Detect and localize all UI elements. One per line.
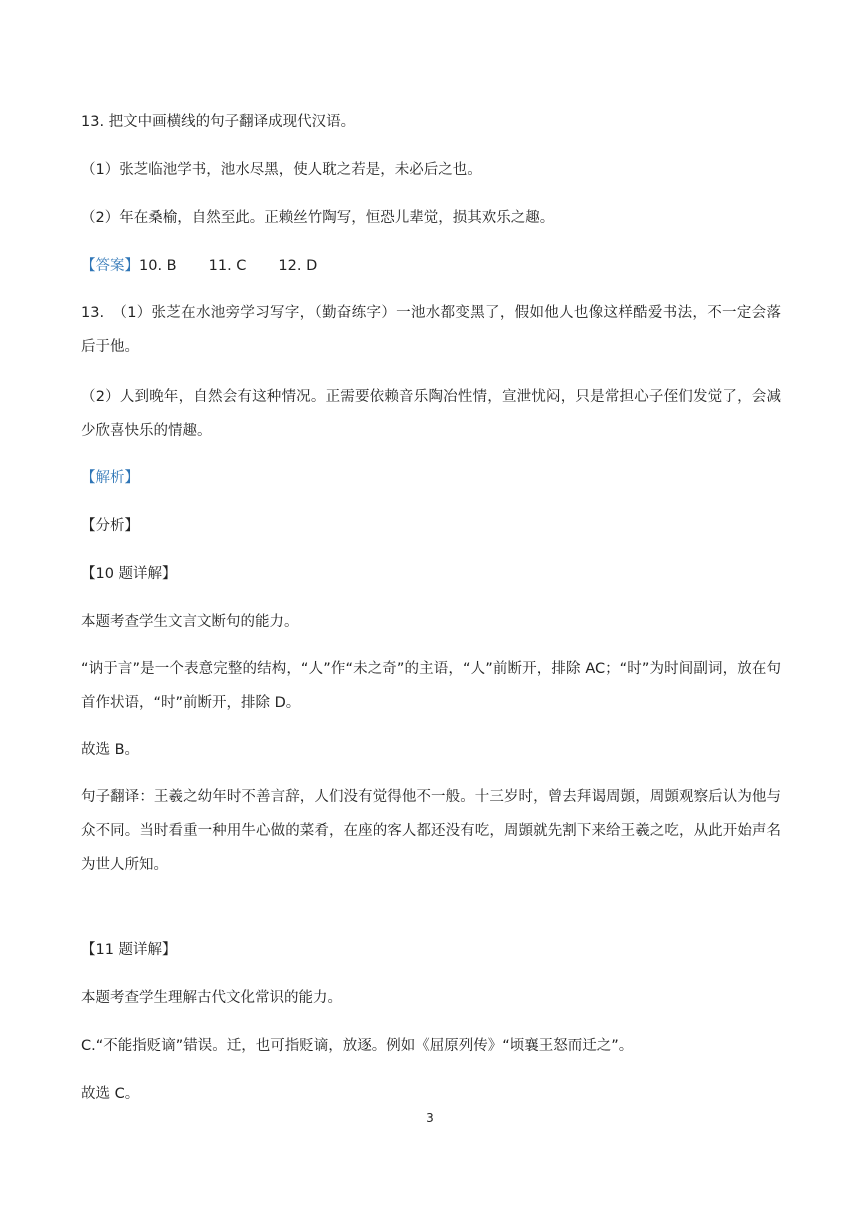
question-13-item-2: （2）年在桑榆，自然至此。正赖丝竹陶写，恒恐儿辈觉，损其欢乐之趣。 bbox=[81, 210, 555, 226]
answer-line bbox=[81, 256, 781, 276]
page-number: 3 bbox=[426, 1111, 434, 1125]
analysis-tag: 【解析】 bbox=[81, 470, 139, 486]
analysis-subheading: 【分析】 bbox=[81, 518, 139, 534]
question-10-conclusion: 故选 B。 bbox=[81, 742, 140, 758]
question-10-paragraph-1: 本题考查学生文言文断句的能力。 bbox=[81, 614, 299, 630]
answer-13-label: 13. bbox=[81, 305, 105, 321]
question-13-item-1: （1）张芝临池学书，池水尽黑，使人耽之若是，未必后之也。 bbox=[81, 162, 482, 178]
answer-item-11: 11. C bbox=[208, 258, 247, 274]
answer-13-translation-2: （2）人到晚年，自然会有这种情况。正需要依赖音乐陶冶性情，宣泄忧闷，只是常担心子侄们发觉了，会减少欣喜快乐的情趣。 bbox=[81, 389, 781, 439]
question-10-heading: 【10 题详解】 bbox=[81, 566, 177, 582]
answer-item-12: 12. D bbox=[278, 258, 318, 274]
answer-item-10: 10. B bbox=[139, 258, 177, 274]
question-11-paragraph-1: 本题考查学生理解古代文化常识的能力。 bbox=[81, 990, 342, 1006]
question-11-conclusion: 故选 C。 bbox=[81, 1086, 140, 1102]
answer-13-translation-1 bbox=[81, 296, 781, 364]
answer-tag: 【答案】 bbox=[81, 258, 139, 274]
question-13-title: 13. 把文中画横线的句子翻译成现代汉语。 bbox=[81, 114, 356, 130]
question-11-heading: 【11 题详解】 bbox=[81, 942, 177, 958]
answer-13-text-1: （1）张芝在水池旁学习写字，（勤奋练字）一池水都变黑了，假如他人也像这样酷爱书法，不一定会落后于他。 bbox=[81, 305, 781, 355]
question-11-paragraph-2: C.“不能指贬谪”错误。迁，也可指贬谪，放逐。例如《屈原列传》“顷襄王怒而迁之”。 bbox=[81, 1038, 634, 1054]
question-10-translation: 句子翻译：王羲之幼年时不善言辞，人们没有觉得他不一般。十三岁时，曾去拜谒周顗，周顗观察后认为他与众不同。当时看重一种用牛心做的菜肴，在座的客人都还没有吃，周顗就先割下来给王羲之吃，从此开始声名为世人所知。 bbox=[81, 789, 781, 873]
question-10-paragraph-2: “讷于言”是一个表意完整的结构，“人”作“未之奇”的主语，“人”前断开，排除 AC；“时”为时间副词，放在句首作状语，“时”前断开，排除 D。 bbox=[81, 661, 781, 711]
